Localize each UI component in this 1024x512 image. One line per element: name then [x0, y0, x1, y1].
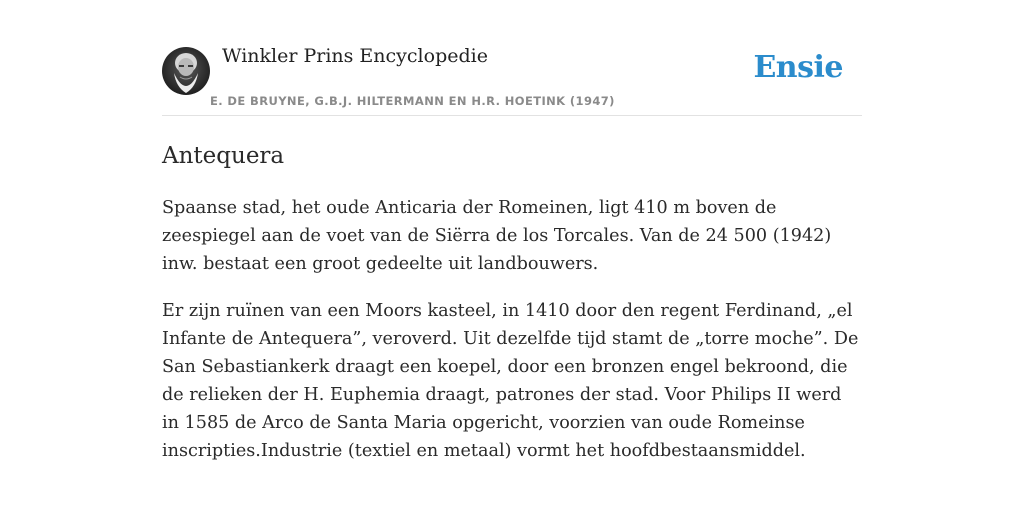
article-paragraph: Spaanse stad, het oude Anticaria der Romeinen, ligt 410 m boven de zeespiegel aan de voet van de Siërra de los Torcales. Van de 24 500 (1942) inw. bestaat een groot gedeelte uit landbouwers.	[162, 198, 832, 274]
site-title[interactable]: Winkler Prins Encyclopedie	[222, 45, 488, 67]
authors-line: E. DE BRUYNE, G.B.J. HILTERMANN EN H.R. HOETINK (1947)	[210, 94, 615, 108]
article-paragraph: Er zijn ruïnen van een Moors kasteel, in 1410 door den regent Ferdinand, „el Infante de Antequera”, veroverd. Uit dezelfde tijd stamt de „torre moche”. De San Sebastiankerk draagt een koepel, door een bronzen engel bekroond, die de relieken der H. Euphemia draagt, patrones der stad. Voor Philips II werd in 1585 de Arco de Santa Maria opgericht, voorzien van oude Romeinse inscripties.Industrie (textiel en metaal) vormt het hoofdbestaansmiddel.	[162, 301, 859, 461]
article-title: Antequera	[162, 143, 285, 169]
author-avatar	[162, 47, 210, 95]
portrait-icon	[162, 47, 210, 95]
brand-logo[interactable]: Ensie	[753, 50, 843, 85]
header	[162, 0, 862, 116]
page-container	[162, 0, 862, 465]
